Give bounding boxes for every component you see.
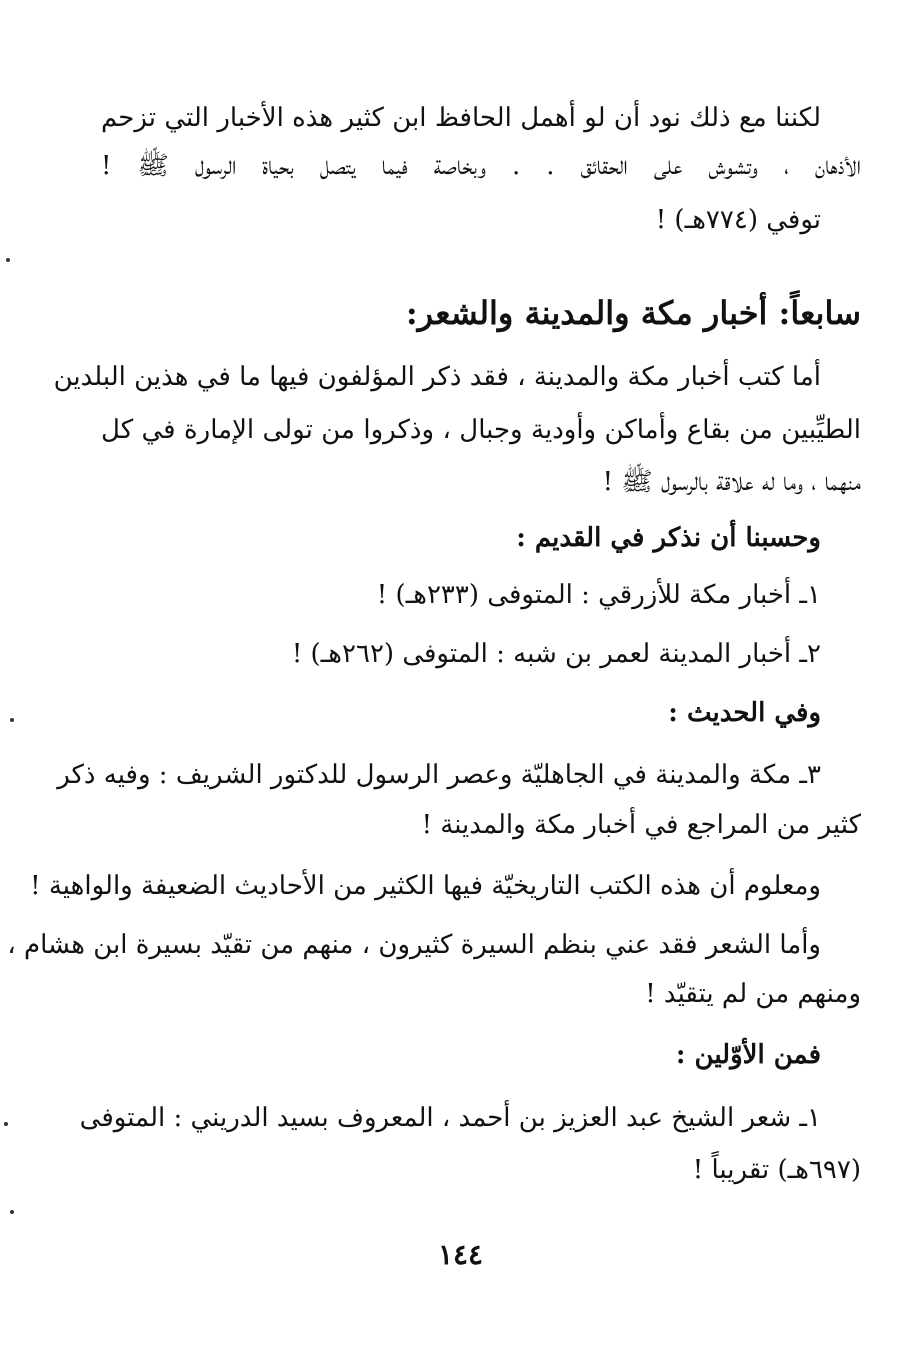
list-item: ٣ـ مكة والمدينة في الجاهليّة وعصر الرسول للدكتور الشريف : وفيه ذكر: [57, 760, 821, 790]
scan-speck: [10, 1210, 14, 1214]
text-line: ومنهم من لم يتقيّد !: [645, 979, 861, 1009]
text-line: الأذهان ، وتشوش على الحقائق . . وبخاصة فيما يتصل بحياة الرسول ﷺ !: [101, 151, 861, 181]
subheading-first: فمن الأوّلين :: [675, 1040, 821, 1070]
list-item: ١ـ شعر الشيخ عبد العزيز بن أحمد ، المعروف بسيد الدريني : المتوفى: [79, 1103, 821, 1133]
text-line: كثير من المراجع في أخبار مكة والمدينة !: [421, 810, 861, 840]
scan-speck: [4, 1122, 8, 1126]
text-line: وأما الشعر فقد عني بنظم السيرة كثيرون ، منهم من تقيّد بسيرة ابن هشام ،: [7, 930, 821, 960]
subheading-old: وحسبنا أن نذكر في القديم :: [516, 523, 821, 553]
text-line: توفي (٧٧٤هـ) !: [655, 205, 821, 235]
text-line: لكننا مع ذلك نود أن لو أهمل الحافظ ابن كثير هذه الأخبار التي تزحم: [101, 103, 821, 133]
page-number: ١٤٤: [437, 1238, 484, 1271]
scan-speck: [6, 258, 10, 262]
text-line: الطيِّبين من بقاع وأماكن وأودية وجبال ، وذكروا من تولى الإمارة في كل: [101, 415, 861, 445]
scan-speck: [10, 718, 14, 722]
subheading-modern: وفي الحديث :: [668, 698, 821, 728]
text-line: منهما ، وما له علاقة بالرسول ﷺ !: [602, 467, 861, 497]
list-item: ٢ـ أخبار المدينة لعمر بن شبه : المتوفى (٢٦٢هـ) !: [291, 639, 821, 669]
section-heading: سابعاً: أخبار مكة والمدينة والشعر:: [405, 294, 861, 332]
list-item: ١ـ أخبار مكة للأزرقي : المتوفى (٢٣٣هـ) !: [376, 580, 821, 610]
text-line: أما كتب أخبار مكة والمدينة ، فقد ذكر المؤلفون فيها ما في هذين البلدين: [53, 362, 821, 392]
text-line: (٦٩٧هـ) تقريباً !: [692, 1155, 861, 1185]
text-line: ومعلوم أن هذه الكتب التاريخيّة فيها الكثير من الأحاديث الضعيفة والواهية !: [30, 871, 821, 901]
